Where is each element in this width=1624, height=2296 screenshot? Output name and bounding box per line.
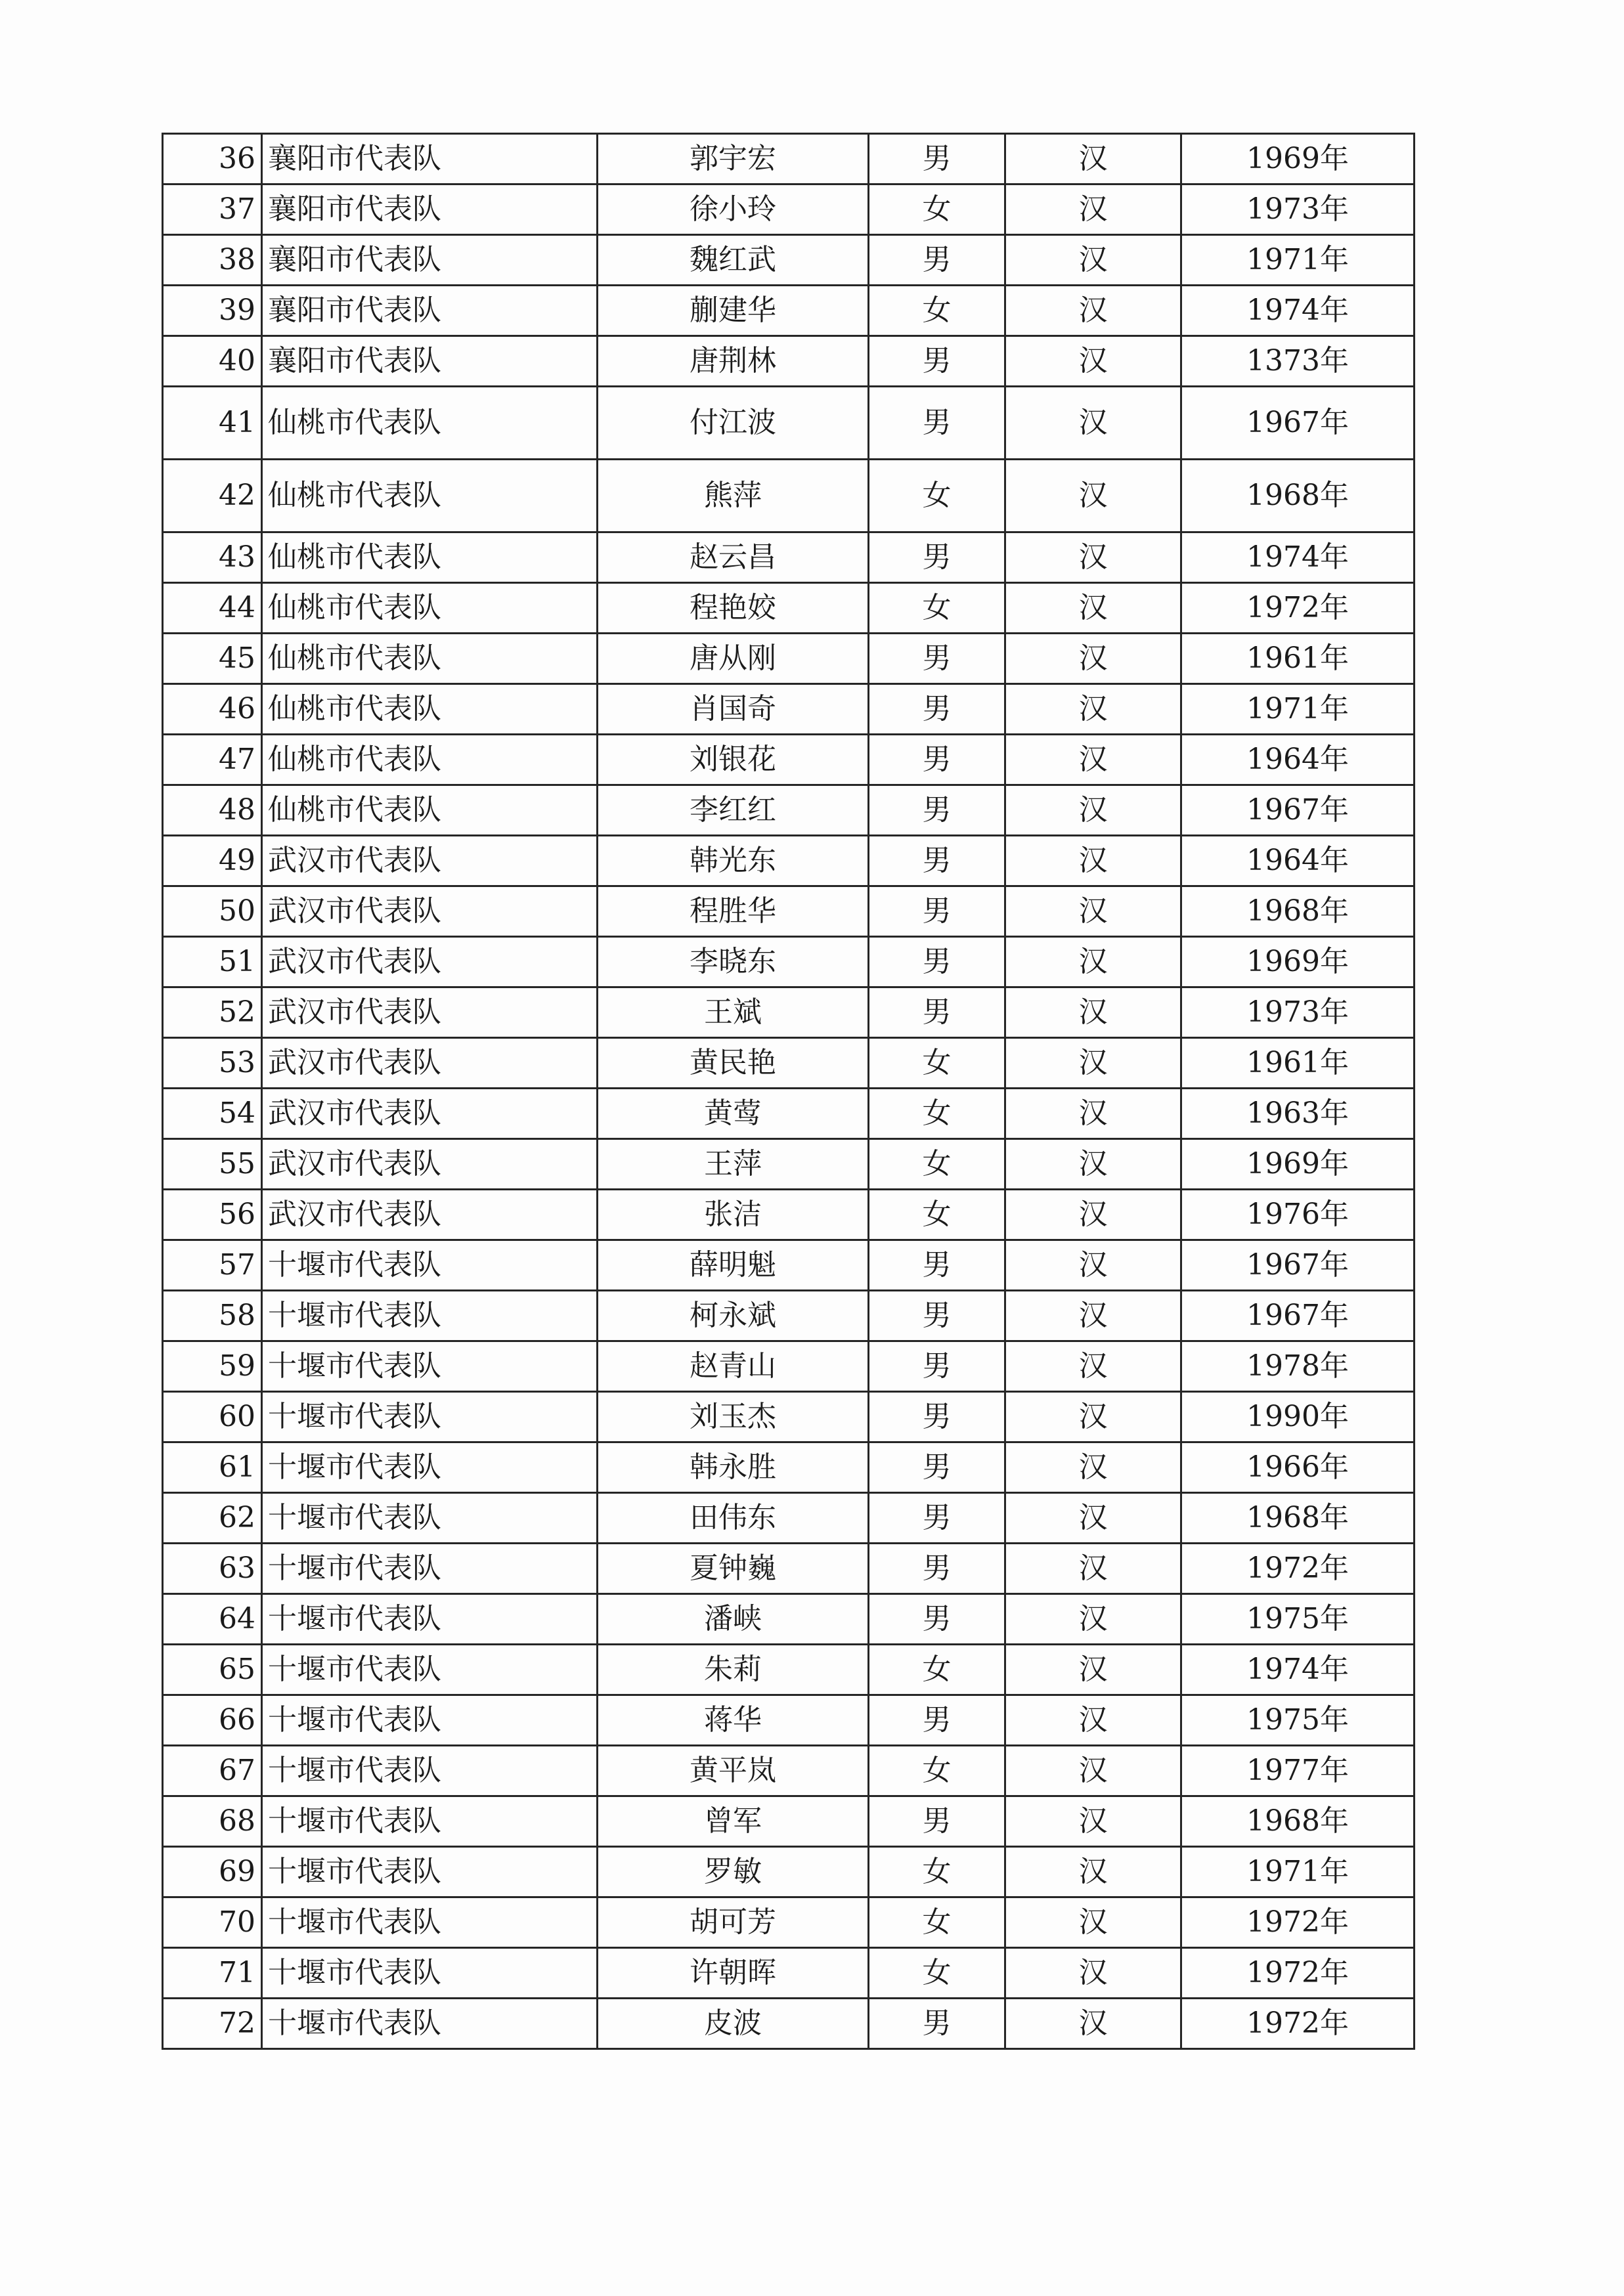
member-sex: 男 [869, 532, 1005, 583]
member-name: 唐荆林 [598, 336, 869, 387]
row-number: 49 [163, 836, 262, 886]
member-ethnicity: 汉 [1005, 387, 1181, 460]
table-row [163, 1341, 1415, 1392]
member-name: 付江波 [598, 387, 869, 460]
birth-year: 1968年 [1181, 460, 1415, 532]
member-sex: 男 [869, 1442, 1005, 1493]
table-row [163, 1948, 1415, 1999]
row-number: 69 [163, 1847, 262, 1897]
member-name: 郭宇宏 [598, 134, 869, 184]
team-name: 仙桃市代表队 [262, 583, 598, 634]
member-name: 潘峡 [598, 1594, 869, 1645]
birth-year: 1976年 [1181, 1190, 1415, 1240]
table-row [163, 1645, 1415, 1695]
birth-year: 1972年 [1181, 1999, 1415, 2049]
row-number: 56 [163, 1190, 262, 1240]
birth-year: 1972年 [1181, 1544, 1415, 1594]
team-name: 仙桃市代表队 [262, 735, 598, 785]
member-sex: 男 [869, 836, 1005, 886]
table-row [163, 836, 1415, 886]
table-row [163, 684, 1415, 735]
team-name: 襄阳市代表队 [262, 286, 598, 336]
member-ethnicity: 汉 [1005, 1291, 1181, 1341]
table-row [163, 336, 1415, 387]
table-row [163, 886, 1415, 937]
member-ethnicity: 汉 [1005, 460, 1181, 532]
row-number: 42 [163, 460, 262, 532]
member-name: 唐从刚 [598, 634, 869, 684]
member-sex: 女 [869, 1190, 1005, 1240]
birth-year: 1974年 [1181, 286, 1415, 336]
member-name: 皮波 [598, 1999, 869, 2049]
member-ethnicity: 汉 [1005, 1746, 1181, 1796]
member-name: 黄平岚 [598, 1746, 869, 1796]
table-row [163, 1240, 1415, 1291]
table-row [163, 387, 1415, 460]
birth-year: 1971年 [1181, 235, 1415, 286]
member-name: 许朝晖 [598, 1948, 869, 1999]
member-name: 刘银花 [598, 735, 869, 785]
birth-year: 1971年 [1181, 1847, 1415, 1897]
member-sex: 女 [869, 1645, 1005, 1695]
birth-year: 1972年 [1181, 583, 1415, 634]
row-number: 64 [163, 1594, 262, 1645]
row-number: 50 [163, 886, 262, 937]
birth-year: 1963年 [1181, 1089, 1415, 1139]
birth-year: 1964年 [1181, 735, 1415, 785]
member-ethnicity: 汉 [1005, 1847, 1181, 1897]
table-row [163, 1897, 1415, 1948]
table-row [163, 286, 1415, 336]
member-ethnicity: 汉 [1005, 1645, 1181, 1695]
table-row [163, 134, 1415, 184]
member-name: 程艳姣 [598, 583, 869, 634]
birth-year: 1967年 [1181, 785, 1415, 836]
row-number: 66 [163, 1695, 262, 1746]
team-name: 十堰市代表队 [262, 1392, 598, 1442]
row-number: 43 [163, 532, 262, 583]
member-name: 曾军 [598, 1796, 869, 1847]
table-row [163, 1190, 1415, 1240]
table-row [163, 1089, 1415, 1139]
table-row [163, 235, 1415, 286]
member-ethnicity: 汉 [1005, 1897, 1181, 1948]
table-row [163, 987, 1415, 1038]
birth-year: 1961年 [1181, 634, 1415, 684]
member-ethnicity: 汉 [1005, 937, 1181, 987]
table-row [163, 735, 1415, 785]
row-number: 51 [163, 937, 262, 987]
row-number: 60 [163, 1392, 262, 1442]
member-name: 胡可芳 [598, 1897, 869, 1948]
table-row [163, 1999, 1415, 2049]
birth-year: 1971年 [1181, 684, 1415, 735]
member-name: 肖国奇 [598, 684, 869, 735]
member-name: 张洁 [598, 1190, 869, 1240]
member-sex: 女 [869, 460, 1005, 532]
member-sex: 女 [869, 1897, 1005, 1948]
member-sex: 男 [869, 1392, 1005, 1442]
row-number: 71 [163, 1948, 262, 1999]
member-name: 蒯建华 [598, 286, 869, 336]
member-sex: 男 [869, 1999, 1005, 2049]
table-row [163, 1493, 1415, 1544]
member-name: 赵青山 [598, 1341, 869, 1392]
member-ethnicity: 汉 [1005, 634, 1181, 684]
row-number: 47 [163, 735, 262, 785]
member-ethnicity: 汉 [1005, 1341, 1181, 1392]
member-sex: 女 [869, 583, 1005, 634]
member-ethnicity: 汉 [1005, 684, 1181, 735]
member-ethnicity: 汉 [1005, 1442, 1181, 1493]
row-number: 59 [163, 1341, 262, 1392]
birth-year: 1977年 [1181, 1746, 1415, 1796]
member-name: 韩永胜 [598, 1442, 869, 1493]
member-sex: 男 [869, 134, 1005, 184]
team-name: 十堰市代表队 [262, 1948, 598, 1999]
team-name: 十堰市代表队 [262, 1999, 598, 2049]
table-row [163, 1291, 1415, 1341]
member-name: 王萍 [598, 1139, 869, 1190]
member-sex: 女 [869, 1746, 1005, 1796]
team-name: 十堰市代表队 [262, 1493, 598, 1544]
birth-year: 1978年 [1181, 1341, 1415, 1392]
member-name: 刘玉杰 [598, 1392, 869, 1442]
member-ethnicity: 汉 [1005, 1139, 1181, 1190]
row-number: 52 [163, 987, 262, 1038]
member-sex: 男 [869, 684, 1005, 735]
team-name: 仙桃市代表队 [262, 684, 598, 735]
member-ethnicity: 汉 [1005, 235, 1181, 286]
team-name: 仙桃市代表队 [262, 634, 598, 684]
member-ethnicity: 汉 [1005, 532, 1181, 583]
table-row [163, 1392, 1415, 1442]
member-name: 黄民艳 [598, 1038, 869, 1089]
birth-year: 1967年 [1181, 1240, 1415, 1291]
member-sex: 男 [869, 987, 1005, 1038]
team-name: 十堰市代表队 [262, 1897, 598, 1948]
table-row [163, 1038, 1415, 1089]
member-ethnicity: 汉 [1005, 1796, 1181, 1847]
member-name: 田伟东 [598, 1493, 869, 1544]
member-sex: 男 [869, 785, 1005, 836]
member-name: 魏红武 [598, 235, 869, 286]
team-name: 仙桃市代表队 [262, 532, 598, 583]
team-name: 十堰市代表队 [262, 1291, 598, 1341]
table-row [163, 532, 1415, 583]
row-number: 61 [163, 1442, 262, 1493]
birth-year: 1966年 [1181, 1442, 1415, 1493]
table-row [163, 634, 1415, 684]
member-ethnicity: 汉 [1005, 836, 1181, 886]
row-number: 63 [163, 1544, 262, 1594]
row-number: 55 [163, 1139, 262, 1190]
table-row [163, 1594, 1415, 1645]
member-ethnicity: 汉 [1005, 1695, 1181, 1746]
member-name: 程胜华 [598, 886, 869, 937]
team-name: 仙桃市代表队 [262, 460, 598, 532]
table-row [163, 1746, 1415, 1796]
member-name: 罗敏 [598, 1847, 869, 1897]
member-name: 柯永斌 [598, 1291, 869, 1341]
birth-year: 1964年 [1181, 836, 1415, 886]
member-ethnicity: 汉 [1005, 1240, 1181, 1291]
birth-year: 1969年 [1181, 937, 1415, 987]
member-name: 黄莺 [598, 1089, 869, 1139]
birth-year: 1967年 [1181, 1291, 1415, 1341]
member-ethnicity: 汉 [1005, 1392, 1181, 1442]
team-name: 武汉市代表队 [262, 937, 598, 987]
team-name: 十堰市代表队 [262, 1240, 598, 1291]
table-row [163, 1139, 1415, 1190]
row-number: 68 [163, 1796, 262, 1847]
row-number: 65 [163, 1645, 262, 1695]
team-name: 武汉市代表队 [262, 1139, 598, 1190]
birth-year: 1975年 [1181, 1695, 1415, 1746]
birth-year: 1974年 [1181, 1645, 1415, 1695]
roster-table [162, 133, 1415, 2050]
member-sex: 女 [869, 286, 1005, 336]
birth-year: 1373年 [1181, 336, 1415, 387]
member-sex: 女 [869, 1948, 1005, 1999]
row-number: 48 [163, 785, 262, 836]
member-sex: 男 [869, 937, 1005, 987]
member-sex: 女 [869, 1038, 1005, 1089]
birth-year: 1968年 [1181, 886, 1415, 937]
member-ethnicity: 汉 [1005, 134, 1181, 184]
team-name: 武汉市代表队 [262, 886, 598, 937]
member-name: 王斌 [598, 987, 869, 1038]
row-number: 54 [163, 1089, 262, 1139]
row-number: 45 [163, 634, 262, 684]
table-row [163, 785, 1415, 836]
member-sex: 男 [869, 1695, 1005, 1746]
team-name: 襄阳市代表队 [262, 235, 598, 286]
member-sex: 男 [869, 735, 1005, 785]
table-row [163, 1442, 1415, 1493]
member-sex: 男 [869, 1240, 1005, 1291]
member-ethnicity: 汉 [1005, 1089, 1181, 1139]
table-row [163, 184, 1415, 235]
member-sex: 女 [869, 1847, 1005, 1897]
member-sex: 女 [869, 1089, 1005, 1139]
member-sex: 男 [869, 336, 1005, 387]
member-sex: 男 [869, 634, 1005, 684]
birth-year: 1974年 [1181, 532, 1415, 583]
member-ethnicity: 汉 [1005, 1190, 1181, 1240]
row-number: 58 [163, 1291, 262, 1341]
member-ethnicity: 汉 [1005, 785, 1181, 836]
birth-year: 1973年 [1181, 987, 1415, 1038]
row-number: 70 [163, 1897, 262, 1948]
birth-year: 1961年 [1181, 1038, 1415, 1089]
birth-year: 1968年 [1181, 1796, 1415, 1847]
member-sex: 男 [869, 1493, 1005, 1544]
team-name: 襄阳市代表队 [262, 336, 598, 387]
member-sex: 女 [869, 1139, 1005, 1190]
member-ethnicity: 汉 [1005, 886, 1181, 937]
team-name: 襄阳市代表队 [262, 134, 598, 184]
row-number: 62 [163, 1493, 262, 1544]
birth-year: 1972年 [1181, 1948, 1415, 1999]
birth-year: 1969年 [1181, 1139, 1415, 1190]
member-ethnicity: 汉 [1005, 735, 1181, 785]
member-ethnicity: 汉 [1005, 987, 1181, 1038]
member-name: 赵云昌 [598, 532, 869, 583]
team-name: 十堰市代表队 [262, 1544, 598, 1594]
row-number: 53 [163, 1038, 262, 1089]
birth-year: 1975年 [1181, 1594, 1415, 1645]
member-ethnicity: 汉 [1005, 1038, 1181, 1089]
member-sex: 男 [869, 886, 1005, 937]
team-name: 十堰市代表队 [262, 1746, 598, 1796]
team-name: 十堰市代表队 [262, 1442, 598, 1493]
team-name: 襄阳市代表队 [262, 184, 598, 235]
row-number: 57 [163, 1240, 262, 1291]
birth-year: 1968年 [1181, 1493, 1415, 1544]
birth-year: 1990年 [1181, 1392, 1415, 1442]
table-row [163, 937, 1415, 987]
member-name: 徐小玲 [598, 184, 869, 235]
row-number: 44 [163, 583, 262, 634]
row-number: 36 [163, 134, 262, 184]
row-number: 72 [163, 1999, 262, 2049]
member-name: 朱莉 [598, 1645, 869, 1695]
member-name: 李晓东 [598, 937, 869, 987]
member-name: 韩光东 [598, 836, 869, 886]
team-name: 武汉市代表队 [262, 836, 598, 886]
table-row [163, 1847, 1415, 1897]
row-number: 40 [163, 336, 262, 387]
member-name: 薛明魁 [598, 1240, 869, 1291]
row-number: 37 [163, 184, 262, 235]
team-name: 武汉市代表队 [262, 987, 598, 1038]
team-name: 武汉市代表队 [262, 1190, 598, 1240]
member-ethnicity: 汉 [1005, 1999, 1181, 2049]
row-number: 38 [163, 235, 262, 286]
member-name: 熊萍 [598, 460, 869, 532]
table-row [163, 583, 1415, 634]
team-name: 武汉市代表队 [262, 1089, 598, 1139]
team-name: 十堰市代表队 [262, 1695, 598, 1746]
member-sex: 男 [869, 1796, 1005, 1847]
roster-table-body [163, 134, 1415, 2049]
member-ethnicity: 汉 [1005, 1544, 1181, 1594]
table-row [163, 1796, 1415, 1847]
row-number: 46 [163, 684, 262, 735]
member-ethnicity: 汉 [1005, 184, 1181, 235]
team-name: 武汉市代表队 [262, 1038, 598, 1089]
birth-year: 1972年 [1181, 1897, 1415, 1948]
member-sex: 男 [869, 1291, 1005, 1341]
member-ethnicity: 汉 [1005, 286, 1181, 336]
team-name: 十堰市代表队 [262, 1796, 598, 1847]
member-sex: 男 [869, 235, 1005, 286]
row-number: 67 [163, 1746, 262, 1796]
birth-year: 1969年 [1181, 134, 1415, 184]
team-name: 十堰市代表队 [262, 1341, 598, 1392]
table-row [163, 1544, 1415, 1594]
member-ethnicity: 汉 [1005, 1948, 1181, 1999]
member-ethnicity: 汉 [1005, 1493, 1181, 1544]
member-ethnicity: 汉 [1005, 1594, 1181, 1645]
birth-year: 1973年 [1181, 184, 1415, 235]
member-sex: 男 [869, 1544, 1005, 1594]
birth-year: 1967年 [1181, 387, 1415, 460]
member-sex: 男 [869, 1594, 1005, 1645]
team-name: 十堰市代表队 [262, 1594, 598, 1645]
member-name: 蒋华 [598, 1695, 869, 1746]
member-name: 李红红 [598, 785, 869, 836]
table-row [163, 460, 1415, 532]
team-name: 仙桃市代表队 [262, 387, 598, 460]
team-name: 仙桃市代表队 [262, 785, 598, 836]
member-sex: 男 [869, 387, 1005, 460]
member-sex: 女 [869, 184, 1005, 235]
table-row [163, 1695, 1415, 1746]
team-name: 十堰市代表队 [262, 1847, 598, 1897]
member-ethnicity: 汉 [1005, 583, 1181, 634]
row-number: 41 [163, 387, 262, 460]
row-number: 39 [163, 286, 262, 336]
member-ethnicity: 汉 [1005, 336, 1181, 387]
member-name: 夏钟巍 [598, 1544, 869, 1594]
team-name: 十堰市代表队 [262, 1645, 598, 1695]
member-sex: 男 [869, 1341, 1005, 1392]
